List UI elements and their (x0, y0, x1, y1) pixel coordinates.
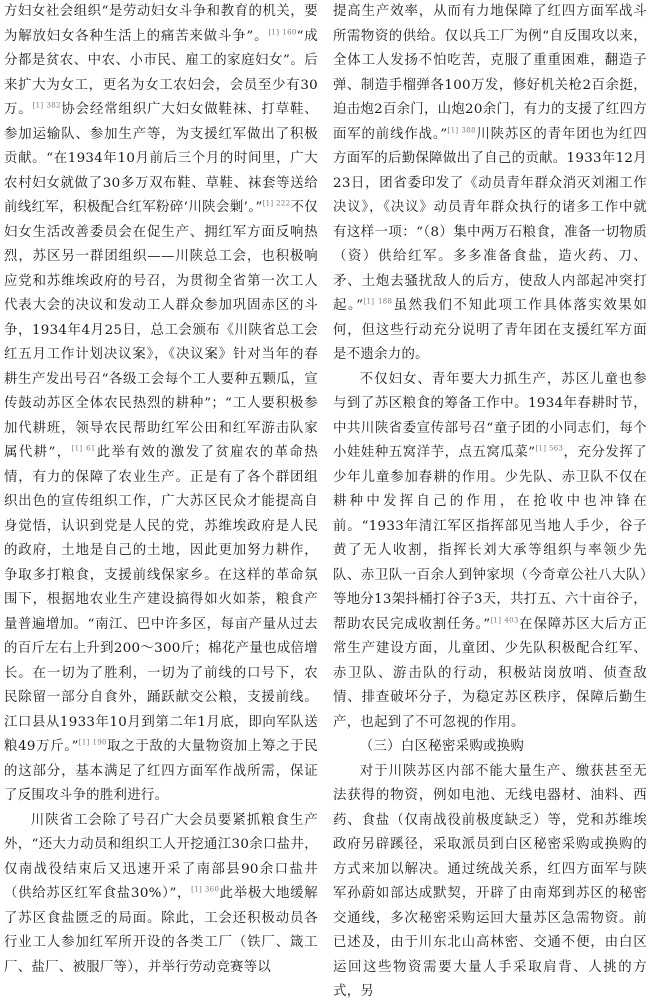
footnote-ref: [1] 160 (268, 28, 297, 37)
paragraph-text: 此举有效的激发了贫雇农的革命热情，有力的保障了农业生产。正是有了各个群团组织出色的宣传组织工作，广大苏区民众才能提高自身觉悟，认识到党是人民的党，苏维埃政府是人民的政府，土地是自己的土地，因此更加努力耕作，争取多打粮食，支援前线保家乡。在这样的革命氛围下，根据地农业生产建设搞得如火如荼，粮食产量普遍增加。“南江、巴中许多区，每亩产量从过去的百斤左右上升到200～300斤；棉花产量也成倍增长。在一切为了胜利，一切为了前线的口号下，农民除留一部分自食外，踊跃献交公粮，支援前线。江口县从1933年10月到第二年1月底，即向军队送粮49万斤。” (4, 445, 318, 754)
paragraph-text: 川陕苏区的青年团也为红四方面军的后勤保障做出了自己的贡献。1933年12月23日，团省委印发了《动员青年群众消灭刘湘工作决议》，《决议》动员青年群众执行的诸多工作中就有这样一项：“（8）集中两万石粮食，准备一切物质（资）供给红军。多多准备食盐，造火药、刀、矛、土炮去骚扰敌人的后方，使敌人内部起冲突打起。” (333, 126, 647, 313)
paragraph-text: 此举极大地缓解了苏区食盐匮乏的局面。除此，工会还积极动员各行业工人参加红军所开设的各类工厂（铁厂、箴工厂、盐厂、被服厂等），并举行劳动竞赛等以 (4, 886, 318, 975)
footnote-ref: [1] 403 (490, 616, 519, 625)
paragraph-text: 提高生产效率，从而有力地保障了红四方面军战斗所需物资的供给。仅以兵工厂为例“自反围攻以来，全体工人发扬不怕吃苦，克服了重重困难，翻造子弹、制造手榴弹各100万发，修好机关枪2百余挺，迫击炮2百余门，山炮20余门，有力的支援了红四方面军的前线作战。” (333, 4, 647, 142)
footnote-ref: [1] 190 (78, 738, 107, 747)
paragraph-text: 不仅妇女生活改善委员会在促生产、拥红军方面反响热烈，苏区另一群团组织——川陕总工会，也积极响应党和苏维埃政府的号召，为贯彻全省第一次工人代表大会的决议和发动工人群众参加巩固赤区的斗争，1934年4月25日，总工会颁布《川陕省总工会红五月工作计划决议案》，《决议案》针对当年的春耕生产发出号召“各级工会每个工人要种五颗瓜，宣传鼓动苏区全体农民热烈的耕种”；“工人要积极参加代耕班，领导农民帮助红军公田和红军游击队家属代耕”， (4, 200, 318, 460)
footnote-ref: [1] 563 (535, 444, 564, 453)
footnote-ref: [1] 61 (71, 444, 96, 453)
paragraph (333, 0, 647, 368)
paragraph-text: 虽然我们不知此项工作具体落实效果如何，但这些行动充分说明了青年团在支援红军方面是不遗余力的。 (333, 298, 648, 362)
paragraph-text: ，充分发挥了少年儿童参加春耕的作用。少先队、赤卫队不仅在耕种中发挥自己的作用，在抢收中也冲锋在前。“1933年清江军区指挥部见当地人手少，谷子黄了无人收割，指挥长刘大承等组织与率领少先队、赤卫队一百余人到钟家坝（今奇章公社八大队）等地分13架抖桶打谷子3天，共打五、六十亩谷子，帮助农民完成收割任务。” (333, 445, 647, 632)
paragraph-text: 协会经常组织广大妇女做鞋袜、打草鞋、参加运输队、参加生产等，为支援红军做出了积极贡献。“在1934年10月前后三个月的时间里，广大农村妇女就做了30多万双布鞋、草鞋、袜套等送给前线红军，积极配合红军粉碎‘川陕会剿’。” (4, 102, 318, 215)
footnote-ref: [1] 388 (447, 126, 476, 135)
left-column (4, 0, 318, 975)
paragraph (4, 0, 318, 809)
paragraph-text: 对于川陕苏区内部不能大量生产、缴获甚至无法获得的物资，例如电池、无线电器材、油料、西药、食盐（仅南战役前极度缺乏）等，党和苏维埃政府另辟蹊径，采取派员到白区秘密采购或换购的方式来加以解决。通过统战关系，红四方面军与陕军孙蔚如部达成默契，开辟了由南郑到苏区的秘密交通线，多次秘密采购运回大量苏区急需物资。前已述及，由于川东北山高林密、交通不便，由白区运回这些物资需要大量人手采取肩背、人挑的方式，另 (333, 763, 647, 999)
section-heading: （三）白区秘密采购或换购 (359, 739, 525, 754)
footnote-ref: [1] 188 (363, 297, 393, 306)
paragraph (4, 809, 318, 981)
footnote-ref: [1] 382 (32, 101, 61, 110)
paragraph (333, 760, 647, 1005)
paragraph-text: 取之于敌的大量物资加上筹之于民的这部分，基本满足了红四方面军作战所需，保证了反围攻斗争的胜利进行。 (4, 739, 318, 803)
footnote-ref: [1] 360 (191, 885, 220, 894)
paragraph (333, 368, 647, 736)
paragraph-text: 不仅妇女、青年要大力抓生产，苏区儿童也参与到了苏区粮食的筹备工作中。1934年春耕时节，中共川陕省委宣传部号召“童子团的小同志们，每个小娃娃种五窝洋芋，点五窝瓜菜” (333, 371, 647, 460)
paragraph-text: “成分都是贫农、中农、小市民、雇工的家庭妇女”。后来扩大为女工，更名为女工农妇会，会员至少有30万。 (4, 28, 318, 117)
paragraph-text: 方妇女社会组织“是劳动妇女斗争和教育的机关，要为解放妇女各种生活上的痛苦来做斗争”。 (4, 4, 318, 44)
right-column (333, 0, 648, 999)
paragraph-text: 在保障苏区大后方正常生产建设方面，儿童团、少先队积极配合红军、赤卫队、游击队的行动，积极站岗放哨、侦查敌情、排查破坏分子，为稳定苏区秩序，保障后勤生产，也起到了不可忽视的作用。 (333, 616, 648, 730)
paragraph-text: 川陕省工会除了号召广大会员要紧抓粮食生产外，“还大力动员和组织工人开挖通江30余口盐井，仅南战役结束后又迅速开采了南部县90余口盐井（供给苏区红军食盐30%）”， (4, 812, 318, 901)
footnote-ref: [1] 222 (262, 199, 291, 208)
